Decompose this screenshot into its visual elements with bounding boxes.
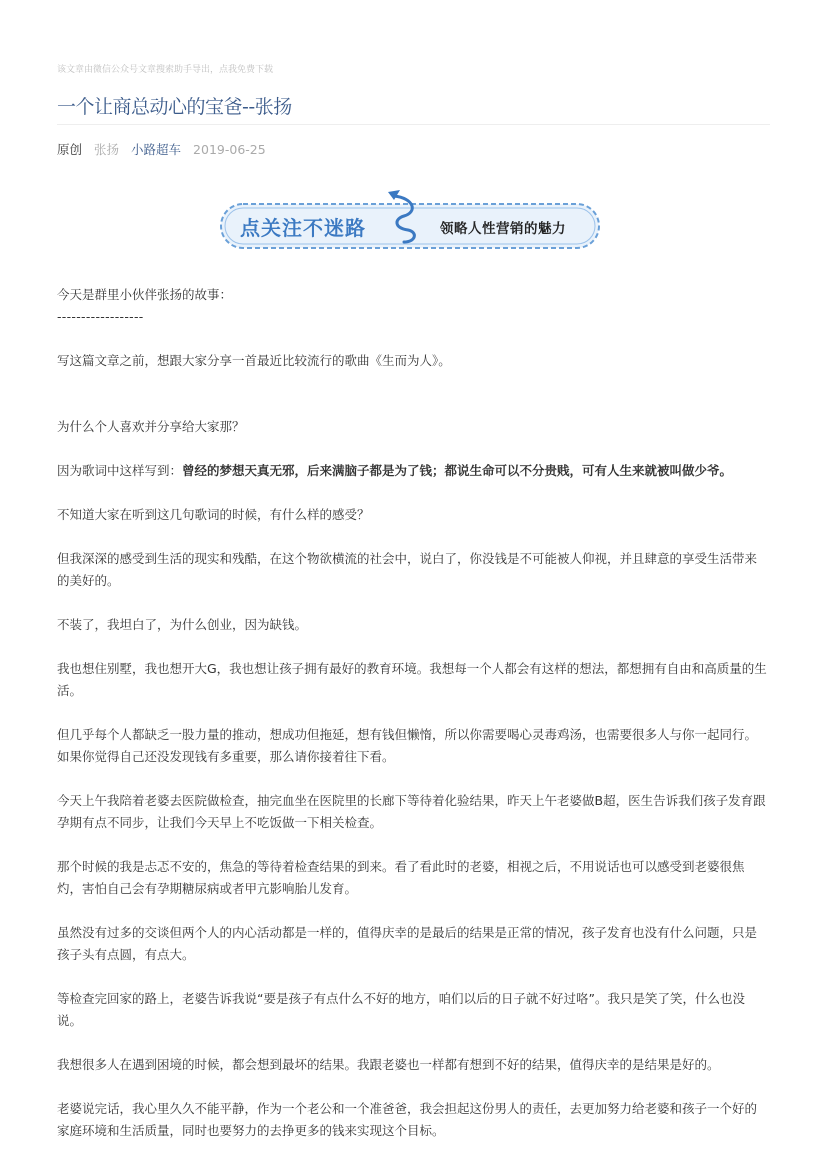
follow-banner [218, 186, 602, 252]
export-notice-link[interactable]: 该文章由微信公众号文章搜索助手导出，点我免费下载 [57, 65, 274, 75]
dash-divider: ------------------ [57, 309, 144, 324]
paragraph: 写这篇文章之前，想跟大家分享一首最近比较流行的歌曲《生而为人》。 [57, 353, 451, 368]
lyrics-quote: 曾经的梦想天真无邪，后来满脑子都是为了钱；都说生命可以不分贵贱，可有人生来就被叫做少爷。 [182, 463, 733, 478]
publish-date: 2019-06-25 [193, 142, 266, 157]
paragraph: 不知道大家在听到这几句歌词的时候，有什么样的感受？ [57, 507, 370, 522]
paragraph: 老婆说完话，我心里久久不能平静，作为一个老公和一个准爸爸，我会担起这份男人的责任，去更加努力给老婆和孩子一个好的家庭环境和生活质量，同时也要努力的去挣更多的钱来实现这个目标。 [57, 1101, 758, 1138]
article-meta [57, 140, 266, 158]
banner-follow-text: 点关注不迷路 [240, 216, 366, 240]
lyrics-paragraph [57, 460, 769, 482]
original-tag: 原创 [57, 142, 83, 157]
paragraph: 今天上午我陪着老婆去医院做检查，抽完血坐在医院里的长廊下等待着化验结果，昨天上午老婆做B超，医生告诉我们孩子发育跟孕期有点不同步，让我们今天早上不吃饭做一下相关检查。 [57, 793, 766, 830]
lyrics-intro: 因为歌词中这样写到： [57, 463, 183, 478]
article-title: 一个让商总动心的宝爸--张扬 [57, 96, 292, 118]
author-name: 张扬 [94, 142, 120, 157]
paragraph: 我想很多人在遇到困境的时候，都会想到最坏的结果。我跟老婆也一样都有想到不好的结果，值得庆幸的是结果是好的。 [57, 1057, 720, 1072]
account-link[interactable]: 小路超车 [131, 142, 182, 157]
title-divider [57, 124, 770, 125]
banner-slogan-text: 领略人性营销的魅力 [440, 221, 566, 237]
paragraph: 等检查完回家的路上，老婆告诉我说“要是孩子有点什么不好的地方，咱们以后的日子就不好过咯”。我只是笑了笑，什么也没说。 [57, 991, 745, 1028]
paragraph: 我也想住别墅，我也想开大G，我也想让孩子拥有最好的教育环境。我想每一个人都会有这样的想法，都想拥有自由和高质量的生活。 [57, 661, 767, 698]
paragraph: 但几乎每个人都缺乏一股力量的推动，想成功但拖延，想有钱但懒惰，所以你需要喝心灵毒鸡汤，也需要很多人与你一起同行。如果你觉得自己还没发现钱有多重要，那么请你接着往下看。 [57, 727, 758, 764]
intro-paragraph: 今天是群里小伙伴张扬的故事： [57, 287, 233, 302]
paragraph: 但我深深的感受到生活的现实和残酷，在这个物欲横流的社会中，说白了，你没钱是不可能被人仰视，并且肆意的享受生活带来的美好的。 [57, 551, 758, 588]
paragraph: 虽然没有过多的交谈但两个人的内心活动都是一样的，值得庆幸的是最后的结果是正常的情况，孩子发育也没有什么问题，只是孩子头有点圆，有点大。 [57, 925, 758, 962]
paragraph: 不装了，我坦白了，为什么创业，因为缺钱。 [57, 617, 308, 632]
paragraph: 为什么个人喜欢并分享给大家那？ [57, 419, 245, 434]
article-body [57, 284, 769, 1142]
paragraph: 那个时候的我是忐忑不安的，焦急的等待着检查结果的到来。看了看此时的老婆，相视之后，不用说话也可以感受到老婆很焦灼，害怕自己会有孕期糖尿病或者甲亢影响胎儿发育。 [57, 859, 745, 896]
